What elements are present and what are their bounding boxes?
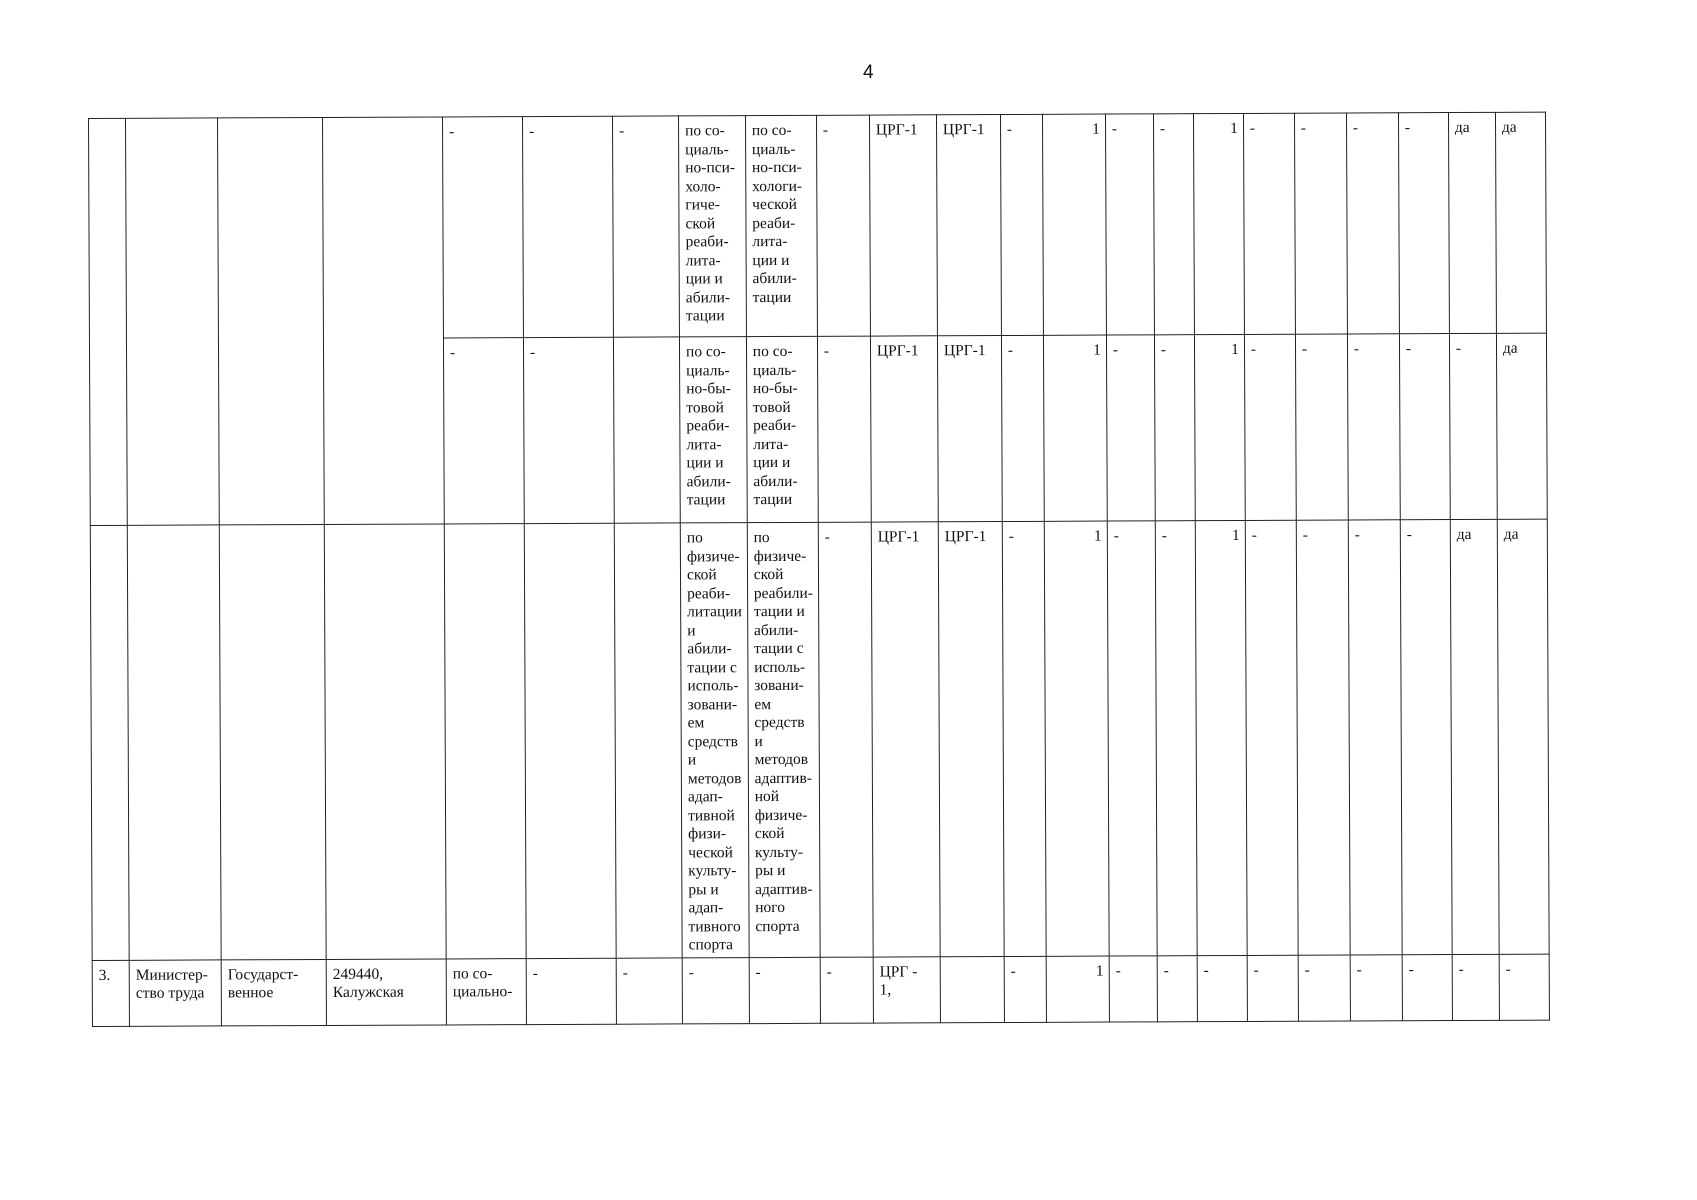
cell-c23: да: [1495, 112, 1546, 333]
cell-c23: да: [1496, 333, 1547, 519]
cell-c19: -: [1296, 520, 1350, 955]
cell-text: 249440, Калужская: [332, 965, 404, 1001]
cell-c3: [219, 524, 326, 959]
cell-c1: 3.: [92, 960, 129, 1026]
cell-c22: да: [1450, 519, 1499, 954]
cell-c10: -: [820, 957, 873, 1023]
cell-c4: [326, 958, 446, 1025]
cell-c6: -: [522, 116, 613, 337]
cell-c8: -: [682, 957, 749, 1023]
cell-text: по со- циаль- но-бы- товой реаби- лита- ции и абили- тации: [752, 342, 798, 509]
cell-c10: -: [816, 115, 870, 336]
cell-c17: 1: [1193, 113, 1244, 334]
cell-c21: -: [1402, 954, 1452, 1020]
cell-c17: -: [1197, 955, 1247, 1021]
cell-c4: [322, 117, 444, 525]
cell-c6: -: [526, 958, 616, 1024]
cell-c16: -: [1157, 955, 1197, 1021]
cell-c11: ЦРГ-1: [871, 522, 940, 957]
cell-c7: -: [616, 957, 682, 1023]
cell-c14: 1: [1043, 335, 1107, 521]
cell-c3: [221, 959, 326, 1025]
cell-c22: -: [1449, 333, 1497, 519]
cell-c23: -: [1499, 954, 1549, 1020]
cell-c1: [90, 525, 129, 960]
cell-c9: [746, 336, 818, 522]
cell-c13: -: [1000, 114, 1043, 335]
cell-c11: [873, 956, 940, 1022]
cell-c20: -: [1346, 113, 1399, 334]
cell-c12: ЦРГ-1: [938, 522, 1004, 957]
cell-c20: -: [1350, 954, 1402, 1020]
cell-c4: [324, 524, 446, 959]
cell-c12: ЦРГ-1: [936, 115, 1001, 336]
cell-c15: -: [1107, 521, 1157, 956]
cell-c5: -: [442, 117, 523, 338]
cell-c15: -: [1109, 955, 1157, 1021]
cell-c2: [126, 118, 220, 525]
cell-c1: [89, 118, 128, 525]
cell-c10: -: [818, 522, 873, 957]
cell-text: по со- циаль- но-пси- хологи- ческой реаби- лита- ции и абили- тации: [751, 121, 803, 306]
cell-c13: -: [1004, 956, 1046, 1022]
cell-text: Государст- венное: [227, 965, 299, 1002]
cell-c10: -: [817, 336, 871, 522]
cell-c14: 1: [1046, 956, 1109, 1022]
cell-c3: [218, 117, 325, 524]
cell-c5: [444, 524, 526, 959]
cell-c8: [679, 337, 747, 523]
cell-c8: [680, 523, 749, 958]
cell-c14: 1: [1044, 521, 1109, 956]
cell-c20: -: [1348, 520, 1402, 955]
cell-c17: 1: [1194, 334, 1245, 520]
cell-c2: [129, 959, 221, 1025]
cell-c13: -: [1002, 521, 1046, 956]
cell-c13: -: [1001, 335, 1044, 521]
cell-text: ЦРГ - 1,: [879, 962, 918, 999]
cell-c21: -: [1398, 113, 1449, 334]
cell-c16: -: [1153, 114, 1194, 335]
cell-c22: да: [1448, 112, 1496, 333]
data-table: [88, 112, 1550, 1027]
page-number: 4: [863, 62, 874, 83]
cell-text: по со- циаль- но-бы- товой реаби- лита- ции и абили- тации: [685, 343, 731, 509]
cell-c15: -: [1105, 114, 1154, 335]
cell-c17: 1: [1195, 520, 1247, 955]
table-row: [92, 954, 1549, 1026]
table-row: [90, 519, 1549, 960]
cell-c18: -: [1247, 955, 1298, 1021]
cell-c11: ЦРГ-1: [870, 336, 938, 522]
cell-c7: [614, 523, 682, 958]
cell-c14: 1: [1042, 114, 1106, 335]
cell-c8: [678, 116, 746, 337]
cell-c23: да: [1497, 519, 1549, 954]
cell-c21: -: [1400, 520, 1452, 955]
cell-c12: [940, 956, 1004, 1022]
cell-c11: ЦРГ-1: [869, 115, 937, 336]
cell-c5: -: [443, 338, 524, 524]
cell-c15: -: [1106, 335, 1155, 521]
cell-c7: -: [612, 116, 679, 337]
table-row: [89, 112, 1547, 339]
cell-c2: [127, 525, 221, 960]
cell-c16: -: [1155, 521, 1197, 956]
cell-c6: [524, 523, 616, 958]
cell-c19: -: [1295, 334, 1348, 520]
cell-text: Министер- ство труда: [135, 965, 208, 1002]
cell-c19: -: [1298, 955, 1350, 1021]
cell-c9: [745, 115, 817, 336]
cell-text: по со- циаль- но-пси- холо- гиче- ской реаби- лита- ции и абили- тации: [685, 122, 736, 325]
cell-c22: -: [1452, 954, 1499, 1020]
cell-c19: -: [1294, 113, 1347, 334]
cell-text: по физиче- ской реаби- литации и абили- тации с исполь- зовани- ем средств и методов адап- тивной физи- ческой культу- ры и адап- тивного спорта: [686, 529, 742, 954]
cell-c5: [446, 958, 526, 1024]
cell-c18: -: [1243, 113, 1295, 334]
cell-text: по физиче- ской реабили- тации и абили- тации с исполь- зовани- ем средств и методов адаптив- ной физиче- ской культу- ры и адаптив- ного спорта: [753, 529, 813, 935]
cell-c16: -: [1154, 335, 1195, 521]
cell-c21: -: [1399, 334, 1450, 520]
cell-c7: [613, 337, 680, 523]
cell-c6: -: [523, 337, 614, 523]
cell-c9: -: [749, 957, 820, 1023]
cell-c18: -: [1244, 334, 1296, 520]
cell-c9: [747, 522, 820, 957]
cell-c12: ЦРГ-1: [937, 336, 1002, 522]
cell-c18: -: [1245, 520, 1298, 955]
cell-c20: -: [1347, 334, 1400, 520]
cell-text: по со- циально-: [452, 964, 513, 1001]
